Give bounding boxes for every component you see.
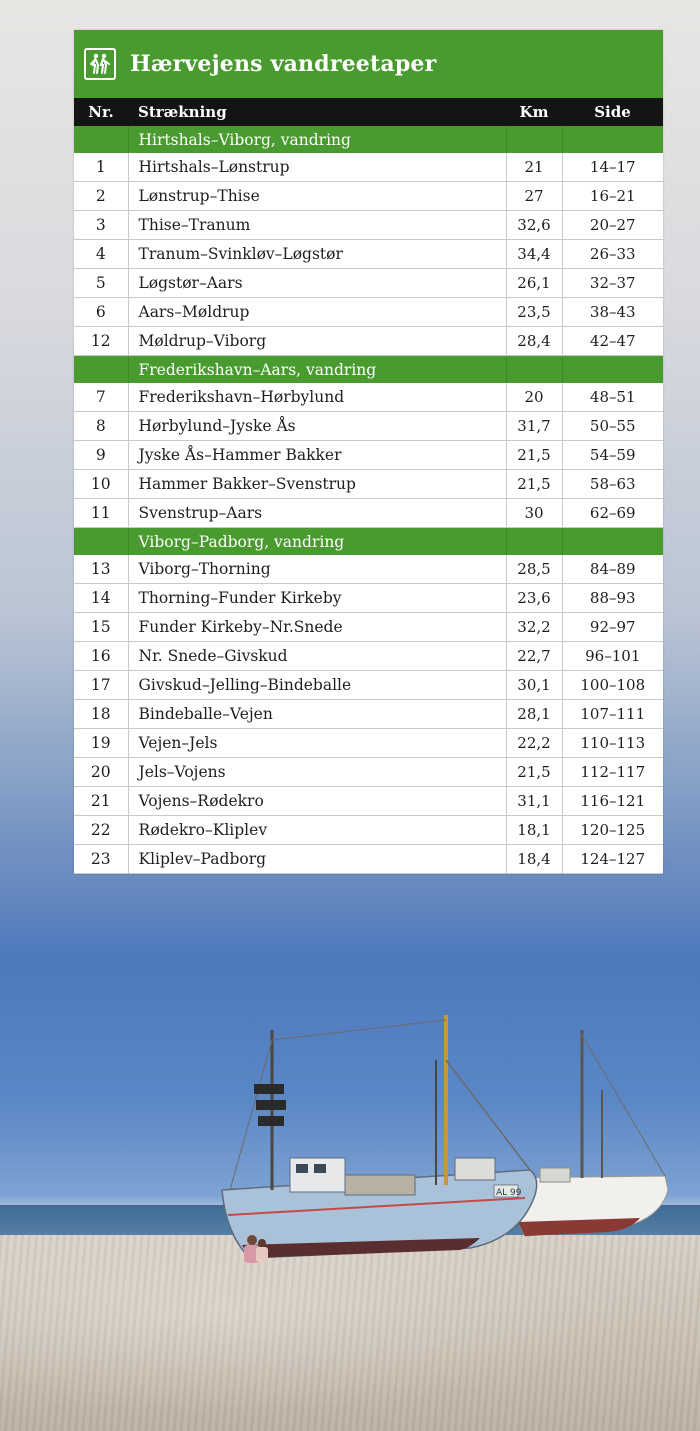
table-row [74, 700, 663, 729]
section-heading: Frederikshavn–Aars, vandring [128, 356, 506, 384]
cell-nr: 16 [74, 642, 128, 671]
cell-side: 26–33 [562, 240, 663, 269]
cell-km: 21 [506, 153, 562, 182]
cell-side: 112–117 [562, 758, 663, 787]
section-heading-row [74, 356, 663, 384]
cell-side: 100–108 [562, 671, 663, 700]
cell-nr: 3 [74, 211, 128, 240]
cell-name: Vojens–Rødekro [128, 787, 506, 816]
cell-name: Aars–Møldrup [128, 298, 506, 327]
boat-registration: AL 99 [496, 1188, 522, 1198]
cell-side: 32–37 [562, 269, 663, 298]
stage-table-panel [74, 30, 663, 874]
table-row [74, 240, 663, 269]
cell-km: 30,1 [506, 671, 562, 700]
cell-name: Kliplev–Padborg [128, 845, 506, 874]
cell-km: 18,4 [506, 845, 562, 874]
table-row [74, 383, 663, 412]
cell-km: 23,5 [506, 298, 562, 327]
table-header-row [74, 98, 663, 126]
table-row [74, 470, 663, 499]
stages-table [74, 98, 663, 874]
cell-name: Møldrup–Viborg [128, 327, 506, 356]
cell-name: Tranum–Svinkløv–Løgstør [128, 240, 506, 269]
cell-side: 50–55 [562, 412, 663, 441]
table-row [74, 269, 663, 298]
cell-km: 21,5 [506, 758, 562, 787]
cell-side: 124–127 [562, 845, 663, 874]
cell-km: 34,4 [506, 240, 562, 269]
section-heading-empty-cell [506, 126, 562, 153]
section-heading-empty-cell [74, 356, 128, 384]
cell-km: 28,1 [506, 700, 562, 729]
cell-km: 31,1 [506, 787, 562, 816]
cell-nr: 2 [74, 182, 128, 211]
cell-nr: 9 [74, 441, 128, 470]
cell-name: Funder Kirkeby–Nr.Snede [128, 613, 506, 642]
column-header-name: Strækning [128, 98, 506, 126]
cell-side: 88–93 [562, 584, 663, 613]
section-heading: Viborg–Padborg, vandring [128, 528, 506, 556]
cell-nr: 7 [74, 383, 128, 412]
table-body [74, 126, 663, 874]
cell-km: 22,2 [506, 729, 562, 758]
cell-side: 62–69 [562, 499, 663, 528]
table-row [74, 499, 663, 528]
page-title: Hærvejens vandreetaper [130, 51, 437, 77]
cell-side: 116–121 [562, 787, 663, 816]
cell-name: Hørbylund–Jyske Ås [128, 412, 506, 441]
table-row [74, 845, 663, 874]
cell-km: 27 [506, 182, 562, 211]
column-header-nr: Nr. [74, 98, 128, 126]
table-row [74, 758, 663, 787]
cell-nr: 17 [74, 671, 128, 700]
cell-km: 31,7 [506, 412, 562, 441]
table-row [74, 555, 663, 584]
cell-nr: 8 [74, 412, 128, 441]
cell-km: 22,7 [506, 642, 562, 671]
table-row [74, 412, 663, 441]
cell-name: Løgstør–Aars [128, 269, 506, 298]
cell-km: 21,5 [506, 441, 562, 470]
cell-name: Hirtshals–Lønstrup [128, 153, 506, 182]
table-row [74, 327, 663, 356]
hiking-people-icon [84, 48, 116, 80]
title-bar [74, 30, 663, 98]
cell-nr: 14 [74, 584, 128, 613]
cell-side: 110–113 [562, 729, 663, 758]
cell-nr: 18 [74, 700, 128, 729]
cell-nr: 20 [74, 758, 128, 787]
cell-name: Rødekro–Kliplev [128, 816, 506, 845]
table-row [74, 182, 663, 211]
cell-name: Frederikshavn–Hørbylund [128, 383, 506, 412]
cell-side: 120–125 [562, 816, 663, 845]
fishing-boats-photo [0, 1000, 700, 1300]
cell-side: 58–63 [562, 470, 663, 499]
cell-km: 32,6 [506, 211, 562, 240]
cell-side: 84–89 [562, 555, 663, 584]
cell-km: 21,5 [506, 470, 562, 499]
table-row [74, 298, 663, 327]
cell-km: 23,6 [506, 584, 562, 613]
cell-nr: 12 [74, 327, 128, 356]
cell-km: 30 [506, 499, 562, 528]
cell-side: 14–17 [562, 153, 663, 182]
cell-nr: 15 [74, 613, 128, 642]
cell-name: Bindeballe–Vejen [128, 700, 506, 729]
cell-name: Viborg–Thorning [128, 555, 506, 584]
cell-side: 96–101 [562, 642, 663, 671]
cell-name: Jels–Vojens [128, 758, 506, 787]
cell-side: 20–27 [562, 211, 663, 240]
cell-nr: 21 [74, 787, 128, 816]
cell-km: 28,4 [506, 327, 562, 356]
table-row [74, 787, 663, 816]
section-heading-row [74, 126, 663, 153]
table-row [74, 729, 663, 758]
table-row [74, 153, 663, 182]
cell-km: 26,1 [506, 269, 562, 298]
cell-km: 32,2 [506, 613, 562, 642]
section-heading-row [74, 528, 663, 556]
cell-nr: 1 [74, 153, 128, 182]
table-row [74, 642, 663, 671]
cell-side: 48–51 [562, 383, 663, 412]
cell-name: Thorning–Funder Kirkeby [128, 584, 506, 613]
cell-nr: 5 [74, 269, 128, 298]
cell-name: Nr. Snede–Givskud [128, 642, 506, 671]
section-heading-empty-cell [562, 528, 663, 556]
cell-side: 54–59 [562, 441, 663, 470]
cell-name: Jyske Ås–Hammer Bakker [128, 441, 506, 470]
table-row [74, 613, 663, 642]
front-fishing-boat [222, 1015, 537, 1258]
cell-km: 28,5 [506, 555, 562, 584]
cell-name: Hammer Bakker–Svenstrup [128, 470, 506, 499]
column-header-side: Side [562, 98, 663, 126]
cell-name: Givskud–Jelling–Bindeballe [128, 671, 506, 700]
cell-side: 38–43 [562, 298, 663, 327]
section-heading-empty-cell [74, 528, 128, 556]
table-row [74, 816, 663, 845]
cell-side: 107–111 [562, 700, 663, 729]
cell-side: 92–97 [562, 613, 663, 642]
cell-nr: 23 [74, 845, 128, 874]
cell-nr: 22 [74, 816, 128, 845]
cell-nr: 13 [74, 555, 128, 584]
cell-name: Lønstrup–Thise [128, 182, 506, 211]
cell-name: Svenstrup–Aars [128, 499, 506, 528]
cell-nr: 4 [74, 240, 128, 269]
cell-name: Vejen–Jels [128, 729, 506, 758]
column-header-km: Km [506, 98, 562, 126]
section-heading: Hirtshals–Viborg, vandring [128, 126, 506, 153]
table-row [74, 211, 663, 240]
table-row [74, 584, 663, 613]
cell-nr: 10 [74, 470, 128, 499]
cell-km: 20 [506, 383, 562, 412]
cell-nr: 19 [74, 729, 128, 758]
cell-nr: 11 [74, 499, 128, 528]
cell-name: Thise–Tranum [128, 211, 506, 240]
table-row [74, 671, 663, 700]
section-heading-empty-cell [562, 126, 663, 153]
section-heading-empty-cell [562, 356, 663, 384]
cell-side: 42–47 [562, 327, 663, 356]
section-heading-empty-cell [74, 126, 128, 153]
section-heading-empty-cell [506, 528, 562, 556]
cell-nr: 6 [74, 298, 128, 327]
table-row [74, 441, 663, 470]
cell-side: 16–21 [562, 182, 663, 211]
section-heading-empty-cell [506, 356, 562, 384]
cell-km: 18,1 [506, 816, 562, 845]
